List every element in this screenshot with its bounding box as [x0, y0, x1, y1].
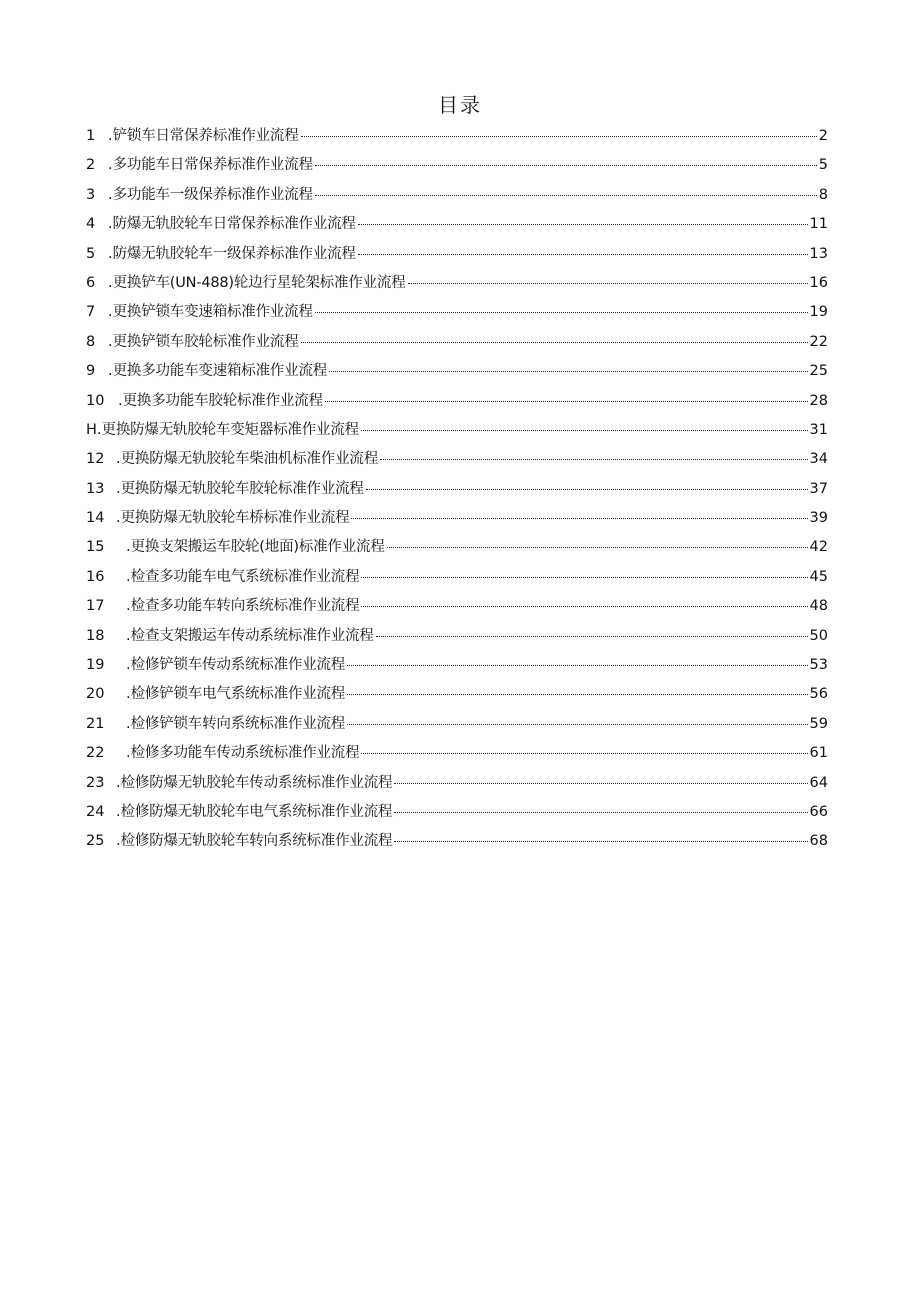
toc-entry-number: 14 — [86, 510, 105, 527]
toc-dot-leader — [347, 664, 807, 666]
toc-entry-separator: . — [108, 216, 113, 233]
toc-dot-leader — [361, 752, 807, 754]
toc-entry-title: 更换支架搬运车胶轮(地面)标准作业流程 — [130, 539, 385, 556]
toc-entry[interactable] — [86, 769, 828, 798]
toc-entry-number: 18 — [86, 627, 105, 644]
toc-entry-title: 更换防爆无轨胶轮车变矩器标准作业流程 — [101, 421, 359, 438]
toc-entry-title: 更换铲车(UN-488)轮边行星轮架标准作业流程 — [112, 274, 406, 291]
toc-entry[interactable] — [86, 357, 828, 386]
toc-entry-page-number: 64 — [809, 774, 828, 791]
toc-entry-separator: . — [116, 803, 121, 820]
toc-entry-number: 25 — [86, 833, 105, 850]
toc-dot-leader — [394, 811, 807, 813]
toc-entry[interactable] — [86, 504, 828, 533]
toc-entry-separator: . — [116, 480, 121, 497]
toc-entry[interactable] — [86, 798, 828, 827]
toc-entry-title: 多功能车日常保养标准作业流程 — [112, 157, 313, 174]
toc-entry-page-number: 28 — [809, 392, 828, 409]
toc-entry-number: 15 — [86, 539, 105, 556]
toc-entry-separator: . — [126, 598, 131, 615]
toc-entry-page-number: 5 — [818, 157, 828, 174]
toc-entry[interactable] — [86, 651, 828, 680]
toc-entry-separator: . — [126, 686, 131, 703]
toc-entry-page-number: 19 — [809, 304, 828, 321]
toc-entry-page-number: 39 — [809, 510, 828, 527]
toc-entry-number: 6 — [86, 274, 96, 291]
toc-dot-leader — [394, 782, 807, 784]
toc-entry-page-number: 16 — [809, 274, 828, 291]
toc-dot-leader — [408, 282, 808, 284]
toc-entry-separator: . — [108, 363, 113, 380]
toc-entry-page-number: 68 — [809, 833, 828, 850]
toc-entry-number: 9 — [86, 363, 96, 380]
toc-entry-page-number: 45 — [809, 568, 828, 585]
toc-entry[interactable] — [86, 328, 828, 357]
toc-entry-separator: . — [108, 274, 113, 291]
toc-entry-number: 8 — [86, 333, 96, 350]
toc-entry-title: 多功能车一级保养标准作业流程 — [112, 186, 313, 203]
toc-entry[interactable] — [86, 445, 828, 474]
toc-entry-number: 19 — [86, 657, 105, 674]
toc-entry-separator: . — [126, 568, 131, 585]
toc-entry-number: 23 — [86, 774, 105, 791]
toc-title: 目录 — [438, 93, 482, 117]
toc-dot-leader — [315, 164, 817, 166]
toc-entry-title: 检修防爆无轨胶轮车传动系统标准作业流程 — [120, 774, 393, 791]
toc-entry-page-number: 50 — [809, 627, 828, 644]
toc-entry-title: 检修防爆无轨胶轮车转向系统标准作业流程 — [120, 833, 393, 850]
toc-entry-title: 检修多功能车传动系统标准作业流程 — [130, 745, 360, 762]
toc-entry-separator: . — [126, 657, 131, 674]
toc-entry-title: 更换多功能车胶轮标准作业流程 — [122, 392, 323, 409]
toc-entry[interactable] — [86, 563, 828, 592]
toc-entry-page-number: 48 — [809, 598, 828, 615]
toc-entry-title: 检查支架搬运车传动系统标准作业流程 — [130, 627, 374, 644]
toc-entry[interactable] — [86, 592, 828, 621]
toc-entry-separator: . — [116, 510, 121, 527]
toc-entry-page-number: 37 — [809, 480, 828, 497]
toc-entry-separator: . — [126, 627, 131, 644]
toc-entry-separator: . — [108, 128, 113, 144]
toc-entry[interactable] — [86, 298, 828, 327]
toc-entry-separator: . — [118, 392, 123, 409]
toc-entry-number: 20 — [86, 686, 105, 703]
toc-entry-page-number: 11 — [809, 216, 828, 233]
toc-entry-separator: . — [108, 245, 113, 262]
toc-entry[interactable] — [86, 240, 828, 269]
toc-entry-number: 1 — [86, 128, 96, 144]
toc-entry-title: 防爆无轨胶轮车一级保养标准作业流程 — [112, 245, 356, 262]
toc-entry-page-number: 66 — [809, 803, 828, 820]
toc-entry-title: 更换防爆无轨胶轮车柴油机标准作业流程 — [120, 451, 379, 468]
toc-entry-page-number: 61 — [809, 745, 828, 762]
toc-entry-page-number: 22 — [809, 333, 828, 350]
toc-entry-number: 13 — [86, 480, 105, 497]
toc-entry-number: 10 — [86, 392, 105, 409]
toc-entry-title: 检修铲锁车转向系统标准作业流程 — [130, 715, 346, 732]
toc-entry-title: 更换防爆无轨胶轮车胶轮标准作业流程 — [120, 480, 364, 497]
toc-entry[interactable] — [86, 827, 828, 856]
toc-dot-leader — [347, 693, 807, 695]
toc-entry-title: 防爆无轨胶轮车日常保养标准作业流程 — [112, 216, 356, 233]
toc-dot-leader — [394, 840, 807, 842]
toc-entry-number: 3 — [86, 186, 96, 203]
toc-dot-leader — [361, 576, 807, 578]
toc-dot-leader — [315, 311, 808, 313]
toc-entry-title: 更换铲锁车胶轮标准作业流程 — [112, 333, 299, 350]
toc-entry-title: 更换铲锁车变速箱标准作业流程 — [112, 304, 313, 321]
toc-dot-leader — [380, 458, 808, 460]
toc-entry[interactable] — [86, 122, 828, 151]
toc-entry[interactable] — [86, 151, 828, 180]
toc-dot-leader — [366, 488, 808, 490]
toc-entry-page-number: 25 — [809, 363, 828, 380]
toc-dot-leader — [315, 194, 817, 196]
toc-entry-page-number: 8 — [818, 186, 828, 203]
toc-entry-page-number: 56 — [809, 686, 828, 703]
toc-entry-separator: . — [96, 421, 102, 438]
toc-entry-number: 17 — [86, 598, 105, 615]
toc-entry-separator: . — [108, 157, 113, 174]
toc-entry-number: 24 — [86, 803, 105, 820]
toc-entry-separator: . — [116, 833, 121, 850]
toc-entry-title: 铲锁车日常保养标准作业流程 — [112, 128, 299, 144]
toc-entry-number: 7 — [86, 304, 96, 321]
toc-entry-separator: . — [108, 304, 113, 321]
toc-entry[interactable] — [86, 181, 828, 210]
toc-dot-leader — [358, 253, 808, 255]
toc-entry-page-number: 42 — [809, 539, 828, 556]
toc-entry-title: 更换防爆无轨胶轮车桥标准作业流程 — [120, 510, 350, 527]
toc-entry[interactable] — [86, 387, 828, 416]
toc-entry-page-number: 13 — [809, 245, 828, 262]
toc-entry-number: 12 — [86, 451, 105, 468]
toc-entry-number: 22 — [86, 745, 105, 762]
toc-entry-separator: . — [126, 745, 131, 762]
toc-entry-number: 5 — [86, 245, 96, 262]
toc-dot-leader — [351, 517, 807, 519]
toc-list — [86, 122, 828, 857]
toc-entry[interactable] — [86, 622, 828, 651]
toc-entry-page-number: 2 — [818, 128, 828, 144]
toc-dot-leader — [376, 635, 808, 637]
toc-entry[interactable] — [86, 739, 828, 768]
toc-entry-title: 检修铲锁车传动系统标准作业流程 — [130, 657, 346, 674]
toc-entry[interactable] — [86, 533, 828, 562]
toc-entry-title: 检查多功能车转向系统标准作业流程 — [130, 598, 360, 615]
toc-entry-title: 更换多功能车变速箱标准作业流程 — [112, 363, 328, 380]
toc-entry[interactable] — [86, 416, 828, 445]
toc-entry-number: 21 — [86, 715, 105, 732]
toc-entry-page-number: 31 — [809, 421, 828, 438]
toc-entry-title: 检修铲锁车电气系统标准作业流程 — [130, 686, 346, 703]
toc-entry[interactable] — [86, 710, 828, 739]
toc-entry[interactable] — [86, 475, 828, 504]
toc-dot-leader — [301, 341, 808, 343]
toc-dot-leader — [329, 370, 807, 372]
toc-entry-number: 4 — [86, 216, 96, 233]
toc-entry-page-number: 34 — [809, 451, 828, 468]
toc-entry-separator: . — [108, 186, 113, 203]
toc-entry-title: 检查多功能车电气系统标准作业流程 — [130, 568, 360, 585]
toc-dot-leader — [301, 135, 817, 137]
toc-dot-leader — [358, 223, 808, 225]
toc-entry-separator: . — [126, 715, 131, 732]
toc-entry-separator: . — [126, 539, 131, 556]
toc-dot-leader — [325, 400, 808, 402]
toc-dot-leader — [361, 429, 808, 431]
toc-entry-number: 2 — [86, 157, 96, 174]
toc-entry[interactable] — [86, 210, 828, 239]
toc-entry-number: 16 — [86, 568, 105, 585]
toc-entry-separator: . — [108, 333, 113, 350]
toc-entry-separator: . — [116, 451, 121, 468]
toc-entry[interactable] — [86, 680, 828, 709]
toc-entry-separator: . — [116, 774, 121, 791]
toc-dot-leader — [347, 723, 807, 725]
toc-dot-leader — [387, 546, 808, 548]
toc-entry-page-number: 59 — [809, 715, 828, 732]
toc-entry-page-number: 53 — [809, 657, 828, 674]
toc-entry-number: H — [86, 421, 97, 438]
toc-entry[interactable] — [86, 269, 828, 298]
toc-entry-title: 检修防爆无轨胶轮车电气系统标准作业流程 — [120, 803, 393, 820]
toc-dot-leader — [361, 605, 807, 607]
